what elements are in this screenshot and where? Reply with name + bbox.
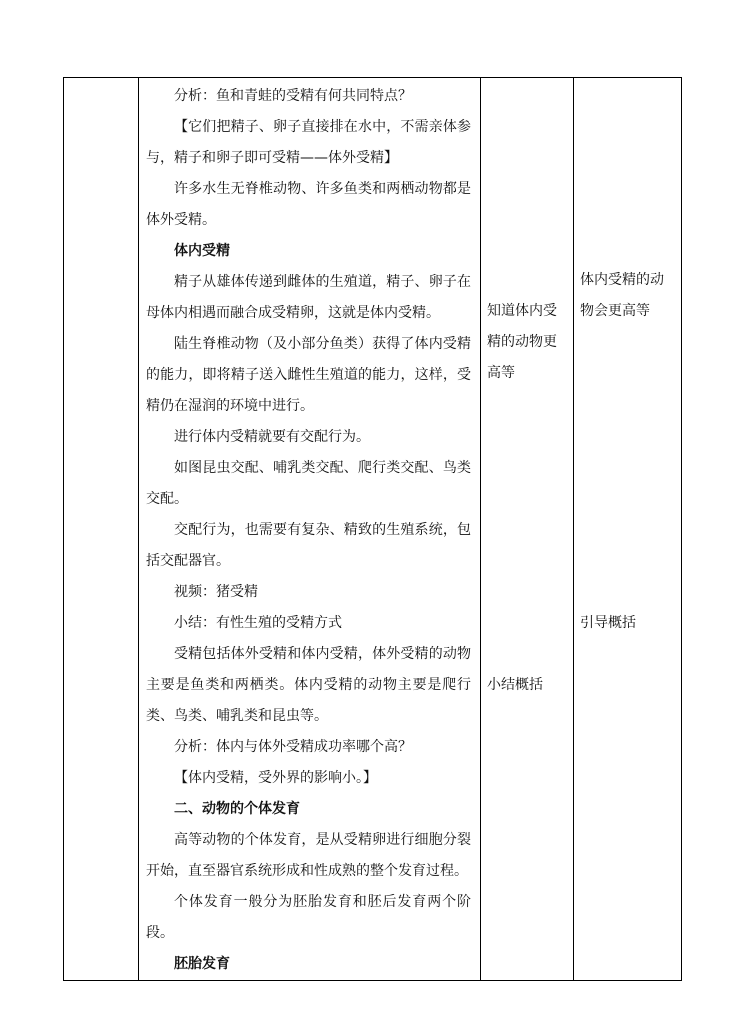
section-heading-individual-development: 二、动物的个体发育 xyxy=(174,801,300,817)
content-paragraph: 进行体内受精就要有交配行为。 xyxy=(174,429,370,445)
lesson-table-container xyxy=(63,77,681,972)
design-intent-cell xyxy=(574,78,682,981)
teaching-content-cell xyxy=(139,78,481,981)
content-paragraph: 精子从雄体传递到雌体的生殖道，精子、卵子在母体内相遇而融合成受精卵，这就是体内受精。 xyxy=(146,274,471,321)
content-paragraph: 【体内受精，受外界的影响小。】 xyxy=(174,770,377,786)
student-activity-cell xyxy=(481,78,574,981)
content-paragraph: 分析：体内与体外受精成功率哪个高？ xyxy=(174,739,412,755)
stage-column-cell xyxy=(64,78,139,981)
table-row xyxy=(64,78,682,981)
student-note: 知道体内受精的动物更高等 xyxy=(487,303,557,381)
content-paragraph: 视频：猪受精 xyxy=(174,584,258,600)
content-paragraph: 如图昆虫交配、哺乳类交配、爬行类交配、鸟类交配。 xyxy=(146,460,471,507)
lesson-plan-table xyxy=(63,77,682,981)
design-note: 引导概括 xyxy=(580,615,636,631)
design-note: 体内受精的动物会更高等 xyxy=(580,272,664,319)
content-paragraph: 高等动物的个体发育，是从受精卵进行细胞分裂开始，直至器官系统形成和性成熟的整个发育过程。 xyxy=(146,832,471,879)
content-paragraph: 许多水生无脊椎动物、许多鱼类和两栖动物都是体外受精。 xyxy=(146,181,471,228)
content-paragraph: 陆生脊椎动物（及小部分鱼类）获得了体内受精的能力，即将精子送入雌性生殖道的能力，这样，受精仍在湿润的环境中进行。 xyxy=(146,336,471,414)
teaching-content xyxy=(139,78,480,980)
student-note: 小结概括 xyxy=(487,677,543,693)
content-paragraph: 【它们把精子、卵子直接排在水中，不需亲体参与，精子和卵子即可受精——体外受精】 xyxy=(146,119,471,166)
subheading-embryonic-development: 胚胎发育 xyxy=(174,956,230,972)
content-paragraph: 交配行为，也需要有复杂、精致的生殖系统，包括交配器官。 xyxy=(146,522,471,569)
content-paragraph: 分析：鱼和青蛙的受精有何共同特点？ xyxy=(174,88,412,104)
content-paragraph: 受精包括体外受精和体内受精，体外受精的动物主要是鱼类和两栖类。体内受精的动物主要是爬行类、鸟类、哺乳类和昆虫等。 xyxy=(146,646,471,724)
subheading-internal-fertilization: 体内受精 xyxy=(174,243,230,259)
content-paragraph: 小结：有性生殖的受精方式 xyxy=(174,615,342,631)
content-paragraph: 个体发育一般分为胚胎发育和胚后发育两个阶段。 xyxy=(146,894,471,941)
